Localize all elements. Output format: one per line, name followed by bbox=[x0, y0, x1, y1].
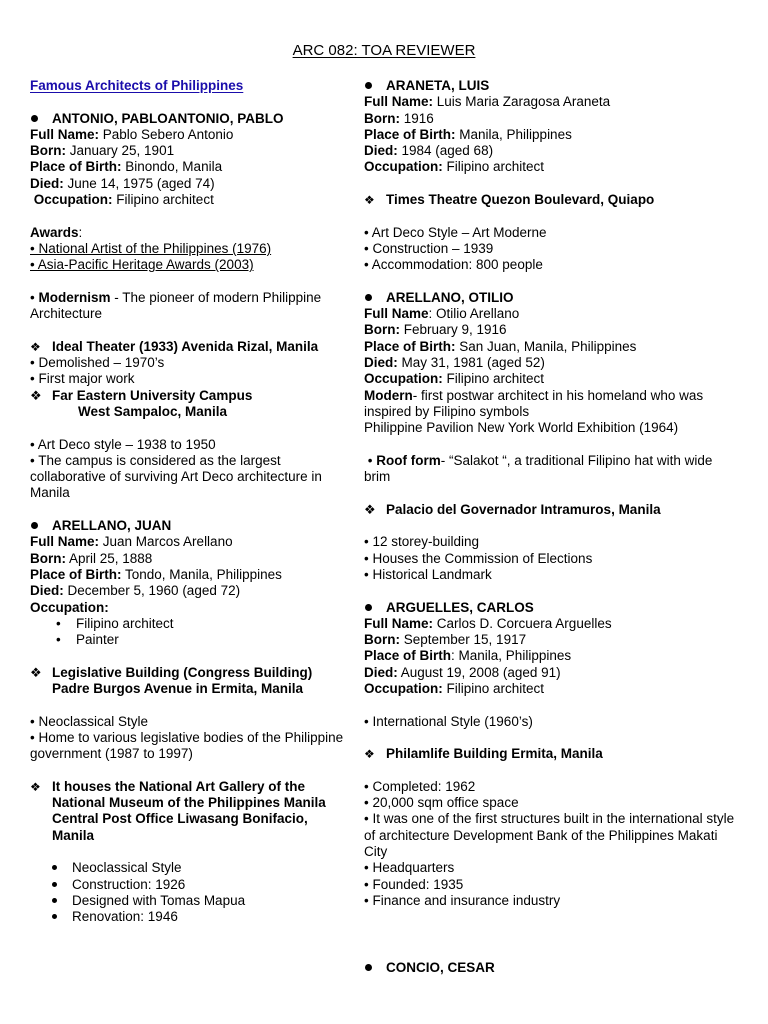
bullet-line: • Finance and insurance industry bbox=[364, 892, 561, 908]
building-heading: ❖ Palacio del Governador Intramuros, Manila bbox=[364, 502, 742, 518]
died-line: Died: August 19, 2008 (aged 91) bbox=[364, 664, 561, 680]
architect-name: CONCIO, CESAR bbox=[364, 960, 495, 976]
building-heading: ❖ Times Theatre Quezon Boulevard, Quiapo bbox=[364, 192, 742, 208]
died-line: Died: December 5, 1960 (aged 72) bbox=[30, 583, 241, 599]
bullet-line: • The campus is considered as the largest collaborative of surviving Art Deco architecture in Manila bbox=[30, 452, 322, 501]
occupation-line: Occupation: Filipino architect bbox=[364, 159, 545, 175]
born-line: Born: 1916 bbox=[364, 110, 434, 126]
bullet-line: • It was one of the first structures built in the international style of architecture Development Bank of the Philippines Makati City bbox=[364, 811, 735, 859]
building-heading: ❖ Far Eastern University Campus West Sampaloc, Manila bbox=[30, 388, 345, 421]
building-heading: ❖ It houses the National Art Gallery of the National Museum of the Philippines Manila Central Post Office Liwasang Bonifacio, Manila bbox=[30, 779, 345, 844]
bullet-line: • Historical Landmark bbox=[364, 566, 492, 582]
architect-name: ARELLANO, OTILIO bbox=[364, 290, 742, 306]
bullet-line: • Art Deco style – 1938 to 1950 bbox=[30, 436, 216, 452]
bullet-line: • Completed: 1962 bbox=[364, 778, 476, 794]
born-line: Born: February 9, 1916 bbox=[364, 322, 507, 338]
occupation-line: Occupation: Filipino architect bbox=[364, 371, 545, 387]
list-item: • Painter bbox=[56, 632, 345, 648]
bullet-line: • Neoclassical Style bbox=[30, 713, 149, 729]
occupation-list bbox=[30, 616, 345, 649]
bullet-line: • Founded: 1935 bbox=[364, 876, 464, 892]
right-column bbox=[364, 78, 742, 909]
pavilion-note: Philippine Pavilion New York World Exhibition (1964) bbox=[364, 420, 679, 436]
roof-note: • Roof form- “Salakot “, a traditional Filipino hat with wide brim bbox=[364, 452, 713, 485]
architect-name: ANTONIO, PABLOANTONIO, PABLO bbox=[30, 111, 345, 127]
section-heading[interactable]: Famous Architects of Philippines bbox=[30, 78, 244, 93]
list-item: Designed with Tomas Mapua bbox=[52, 893, 345, 909]
modern-note: Modern- first postwar architect in his homeland who was inspired by Filipino symbols bbox=[364, 387, 704, 419]
bullet-line: • 12 storey-building bbox=[364, 534, 480, 550]
born-line: Born: April 25, 1888 bbox=[30, 550, 153, 566]
born-line: Born: January 25, 1901 bbox=[30, 143, 175, 159]
building-heading: ❖ Legislative Building (Congress Building) Padre Burgos Avenue in Ermita, Manila bbox=[30, 665, 345, 698]
bullet-line: • Construction – 1939 bbox=[364, 240, 494, 256]
awards-label: Awards: bbox=[30, 224, 83, 240]
full-name-line: Full Name: Carlos D. Corcuera Arguelles bbox=[364, 615, 612, 631]
full-name-line: Full Name: Juan Marcos Arellano bbox=[30, 534, 233, 550]
bullet-line: • Headquarters bbox=[364, 860, 455, 876]
bullet-line: • Accommodation: 800 people bbox=[364, 257, 543, 273]
modernism-note: • Modernism - The pioneer of modern Philippine Architecture bbox=[30, 289, 322, 322]
bullet-line: • Demolished – 1970’s bbox=[30, 355, 165, 371]
occupation-line: Occupation: bbox=[30, 599, 109, 615]
list-item: Renovation: 1946 bbox=[52, 909, 345, 925]
born-line: Born: September 15, 1917 bbox=[364, 632, 527, 648]
building-details-list bbox=[30, 860, 345, 925]
occupation-line: Occupation: Filipino architect bbox=[33, 192, 214, 208]
place-line: Place of Birth: Tondo, Manila, Philippines bbox=[30, 566, 282, 582]
style-note: • International Style (1960’s) bbox=[364, 713, 533, 729]
bullet-line: • 20,000 sqm office space bbox=[364, 795, 519, 811]
died-line: Died: June 14, 1975 (aged 74) bbox=[30, 175, 215, 191]
bullet-line: • First major work bbox=[30, 371, 135, 387]
place-line: Place of Birth: Binondo, Manila bbox=[30, 159, 223, 175]
list-item: Construction: 1926 bbox=[52, 877, 345, 893]
died-line: Died: May 31, 1981 (aged 52) bbox=[364, 355, 545, 371]
occupation-line: Occupation: Filipino architect bbox=[364, 680, 545, 696]
full-name-line: Full Name: Pablo Sebero Antonio bbox=[30, 126, 234, 142]
place-line: Place of Birth: Manila, Philippines bbox=[364, 126, 572, 142]
document-title: ARC 082: TOA REVIEWER bbox=[292, 42, 476, 59]
award-item: • National Artist of the Philippines (1976) bbox=[30, 240, 272, 256]
place-line: Place of Birth: Manila, Philippines bbox=[364, 648, 572, 664]
bullet-line: • Home to various legislative bodies of the Philippine government (1987 to 1997) bbox=[30, 729, 344, 762]
full-name-line: Full Name: Luis Maria Zaragosa Araneta bbox=[364, 94, 611, 110]
full-name-line: Full Name: Otilio Arellano bbox=[364, 306, 520, 322]
architect-name: ARELLANO, JUAN bbox=[30, 518, 345, 534]
bullet-line: • Art Deco Style – Art Moderne bbox=[364, 224, 547, 240]
place-line: Place of Birth: San Juan, Manila, Philippines bbox=[364, 338, 637, 354]
award-item: • Asia-Pacific Heritage Awards (2003) bbox=[30, 257, 254, 273]
left-column bbox=[30, 78, 345, 925]
bullet-line: • Houses the Commission of Elections bbox=[364, 550, 593, 566]
building-heading: ❖ Ideal Theater (1933) Avenida Rizal, Manila bbox=[30, 339, 345, 355]
architect-name: ARANETA, LUIS bbox=[364, 78, 742, 94]
list-item: Neoclassical Style bbox=[52, 860, 345, 876]
list-item: • Filipino architect bbox=[56, 616, 345, 632]
architect-name: ARGUELLES, CARLOS bbox=[364, 600, 742, 616]
died-line: Died: 1984 (aged 68) bbox=[364, 143, 494, 159]
building-heading: ❖ Philamlife Building Ermita, Manila bbox=[364, 746, 742, 762]
